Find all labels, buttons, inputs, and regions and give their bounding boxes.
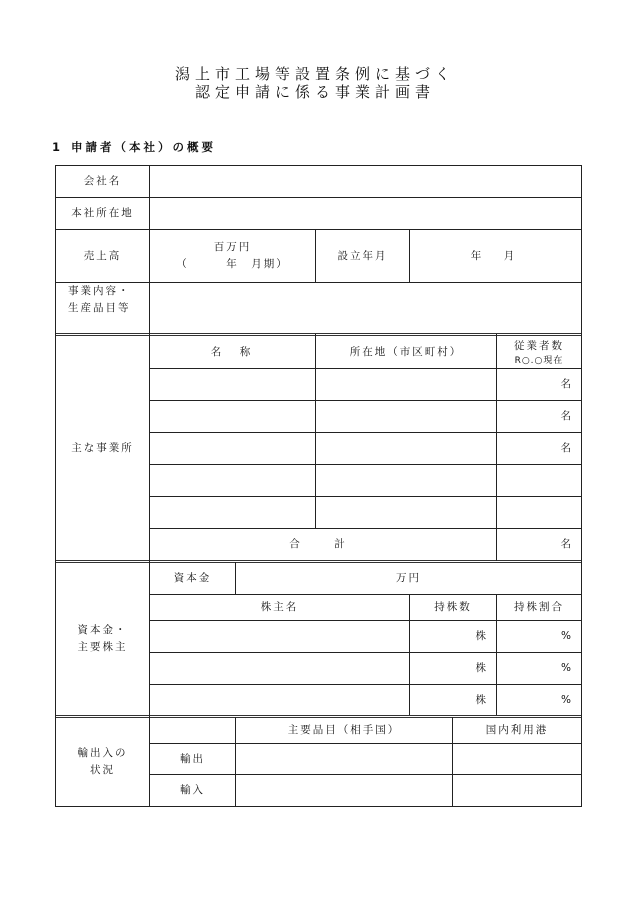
main-items-header: 主要品目（相手国） xyxy=(287,724,401,736)
company-name-field[interactable] xyxy=(150,167,581,197)
head-office-address-field[interactable] xyxy=(150,199,581,229)
capital-label: 資本金 xyxy=(173,572,212,584)
main-offices-label: 主な事業所 xyxy=(71,441,134,454)
office-name-field[interactable] xyxy=(150,497,315,528)
domestic-port-header: 国内利用港 xyxy=(485,724,549,736)
section-number: 1 xyxy=(52,140,64,154)
export-port-field[interactable] xyxy=(453,744,581,774)
company-name-label: 会社名 xyxy=(83,175,122,187)
export-label: 輸出 xyxy=(180,752,205,765)
import-label: 輸入 xyxy=(180,784,205,796)
business-content-label xyxy=(56,283,149,333)
employees-field[interactable] xyxy=(497,497,581,528)
share-ratio-unit[interactable]: % xyxy=(561,662,573,674)
office-location-field[interactable] xyxy=(316,465,496,496)
section-heading xyxy=(52,139,216,155)
office-location-field[interactable] xyxy=(316,369,496,400)
shares-header: 持株数 xyxy=(434,601,472,613)
office-location-field[interactable] xyxy=(316,401,496,432)
employees-header xyxy=(497,336,581,368)
section-title: 申請者（本社）の概要 xyxy=(71,140,217,154)
office-location-header: 所在地（市区町村） xyxy=(349,345,463,358)
head-office-address-label: 本社所在地 xyxy=(71,207,134,219)
employees-unit[interactable]: 名 xyxy=(560,410,573,422)
office-name-field[interactable] xyxy=(150,465,315,496)
document-title-line-1: 潟上市工場等設置条例に基づく xyxy=(174,65,455,83)
office-name-field[interactable] xyxy=(150,433,315,464)
capital-shareholders-label-line-2: 主要株主 xyxy=(77,641,128,653)
office-name-field[interactable] xyxy=(150,369,315,400)
share-ratio-unit[interactable]: % xyxy=(561,630,573,642)
import-port-field[interactable] xyxy=(453,775,581,806)
business-content-label-line-1: 事業内容・ xyxy=(68,285,131,297)
application-form-table xyxy=(55,165,582,807)
shares-unit[interactable]: 株 xyxy=(475,693,488,706)
office-name-field[interactable] xyxy=(150,401,315,432)
employees-unit[interactable]: 名 xyxy=(560,378,573,390)
trade-status-label xyxy=(56,718,149,806)
shareholder-name-header: 株主名 xyxy=(260,601,299,613)
shareholder-name-field[interactable] xyxy=(150,685,409,715)
established-label: 設立年月 xyxy=(337,249,388,262)
sales-label: 売上高 xyxy=(83,249,122,262)
offices-total-label: 合 計 xyxy=(289,538,357,550)
shareholder-name-field[interactable] xyxy=(150,621,409,652)
office-name-header: 名 称 xyxy=(210,345,255,358)
shares-unit[interactable]: 株 xyxy=(475,630,488,642)
shareholder-name-field[interactable] xyxy=(150,653,409,684)
business-content-label-line-2: 生産品目等 xyxy=(68,302,131,314)
capital-shareholders-label-line-1: 資本金・ xyxy=(77,624,128,636)
sales-unit: 百万円 xyxy=(213,241,252,253)
trade-status-label-line-2: 状況 xyxy=(90,764,115,776)
share-ratio-header: 持株割合 xyxy=(514,601,564,613)
shares-unit[interactable]: 株 xyxy=(475,662,488,674)
employees-header-label: 従業者数 xyxy=(514,339,564,352)
employees-field[interactable] xyxy=(497,465,581,496)
capital-field[interactable]: 万円 xyxy=(396,572,421,584)
sales-field[interactable] xyxy=(150,230,315,282)
employees-header-date: R○.○現在 xyxy=(514,355,564,366)
business-content-field[interactable] xyxy=(150,283,581,333)
office-location-field[interactable] xyxy=(316,433,496,464)
import-items-field[interactable] xyxy=(236,775,452,806)
export-items-field[interactable] xyxy=(236,744,452,774)
established-field[interactable]: 年 月 xyxy=(470,249,521,262)
capital-shareholders-label xyxy=(56,563,149,715)
share-ratio-unit[interactable]: % xyxy=(561,693,573,706)
employees-total-unit[interactable]: 名 xyxy=(560,538,573,550)
employees-unit[interactable]: 名 xyxy=(560,442,573,454)
trade-blank-header xyxy=(150,718,235,743)
trade-status-label-line-1: 輸出入の xyxy=(77,747,128,759)
sales-fiscal-period: （ 年 月期） xyxy=(176,258,289,270)
document-title-line-2: 認定申請に係る事業計画書 xyxy=(194,83,435,101)
office-location-field[interactable] xyxy=(316,497,496,528)
